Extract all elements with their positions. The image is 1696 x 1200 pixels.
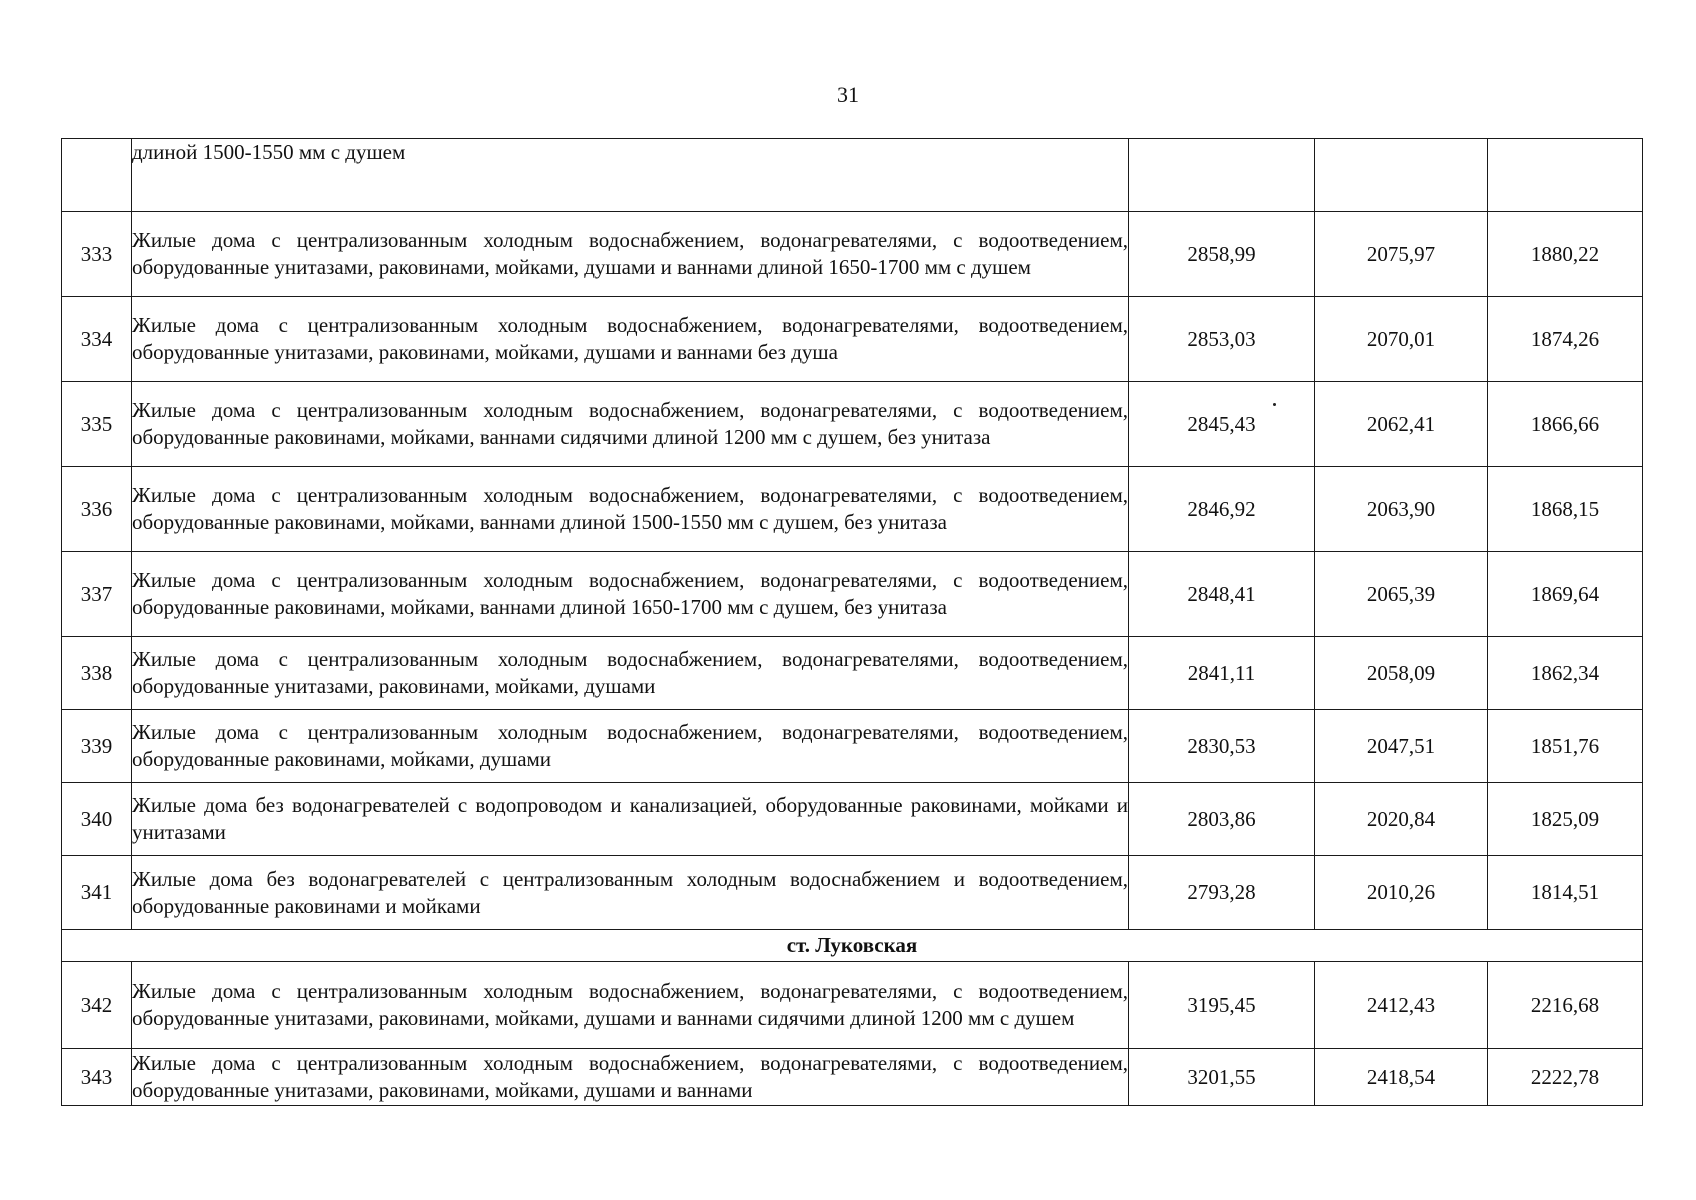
row-value-1: 2793,28 — [1129, 856, 1315, 930]
row-description: Жилые дома с централизованным холодным водоснабжением, водонагревателями, водоотведением, оборудованные унитазами, раковинами, мойками, душами и ваннами без душа — [132, 297, 1129, 382]
row-value-2: 2075,97 — [1315, 212, 1488, 297]
row-value-3: 2216,68 — [1488, 962, 1643, 1049]
row-value-1: 2830,53 — [1129, 710, 1315, 783]
section-heading: ст. Луковская — [62, 930, 1643, 962]
scan-dot — [1273, 403, 1276, 406]
row-value-3: 2222,78 — [1488, 1049, 1643, 1106]
row-description: Жилые дома без водонагревателей с водопроводом и канализацией, оборудованные раковинами, мойками и унитазами — [132, 783, 1129, 856]
row-number: 342 — [62, 962, 132, 1049]
row-value-1: 3201,55 — [1129, 1049, 1315, 1106]
row-description: Жилые дома без водонагревателей с централизованным холодным водоснабжением и водоотведением, оборудованные раковинами и мойками — [132, 856, 1129, 930]
row-value-2 — [1315, 139, 1488, 212]
row-description: Жилые дома с централизованным холодным водоснабжением, водонагревателями, с водоотведением, оборудованные унитазами, раковинами, мойками, душами и ваннами сидячими длиной 1200 мм с душем — [132, 962, 1129, 1049]
row-description: Жилые дома с централизованным холодным водоснабжением, водонагревателями, с водоотведением, оборудованные унитазами, раковинами, мойками, душами и ваннами длиной 1650-1700 мм с душем — [132, 212, 1129, 297]
row-description: Жилые дома с централизованным холодным водоснабжением, водонагревателями, водоотведением, оборудованные раковинами, мойками, душами — [132, 710, 1129, 783]
row-value-1 — [1129, 139, 1315, 212]
row-number: 341 — [62, 856, 132, 930]
row-value-1: 2803,86 — [1129, 783, 1315, 856]
row-number: 333 — [62, 212, 132, 297]
table-row — [62, 212, 1643, 297]
row-value-3: 1869,64 — [1488, 552, 1643, 637]
row-description: Жилые дома с централизованным холодным водоснабжением, водонагревателями, водоотведением, оборудованные унитазами, раковинами, мойками, душами — [132, 637, 1129, 710]
table-row — [62, 467, 1643, 552]
table-row — [62, 637, 1643, 710]
table-row — [62, 382, 1643, 467]
row-number: 337 — [62, 552, 132, 637]
row-value-2: 2058,09 — [1315, 637, 1488, 710]
table-row — [62, 297, 1643, 382]
table-row — [62, 1049, 1643, 1106]
row-number — [62, 139, 132, 212]
row-value-3 — [1488, 139, 1643, 212]
row-description: Жилые дома с централизованным холодным водоснабжением, водонагревателями, с водоотведением, оборудованные раковинами, мойками, ваннами длиной 1650-1700 мм с душем, без унитаза — [132, 552, 1129, 637]
table-row — [62, 783, 1643, 856]
row-value-3: 1851,76 — [1488, 710, 1643, 783]
row-description: длиной 1500-1550 мм с душем — [132, 139, 1129, 212]
row-value-1: 2853,03 — [1129, 297, 1315, 382]
row-value-3: 1874,26 — [1488, 297, 1643, 382]
row-value-1: 3195,45 — [1129, 962, 1315, 1049]
row-value-2: 2020,84 — [1315, 783, 1488, 856]
row-description: Жилые дома с централизованным холодным водоснабжением, водонагревателями, с водоотведением, оборудованные унитазами, раковинами, мойками, душами и ваннами — [132, 1049, 1129, 1106]
row-value-3: 1866,66 — [1488, 382, 1643, 467]
tariff-table — [61, 138, 1643, 1106]
row-value-1: 2846,92 — [1129, 467, 1315, 552]
row-description: Жилые дома с централизованным холодным водоснабжением, водонагревателями, с водоотведением, оборудованные раковинами, мойками, ваннами длиной 1500-1550 мм с душем, без унитаза — [132, 467, 1129, 552]
table-row — [62, 856, 1643, 930]
table-row — [62, 710, 1643, 783]
table-row — [62, 139, 1643, 212]
row-number: 340 — [62, 783, 132, 856]
row-value-2: 2047,51 — [1315, 710, 1488, 783]
row-number: 338 — [62, 637, 132, 710]
row-number: 343 — [62, 1049, 132, 1106]
page-number: 31 — [837, 82, 859, 107]
row-description: Жилые дома с централизованным холодным водоснабжением, водонагревателями, с водоотведением, оборудованные раковинами, мойками, ваннами сидячими длиной 1200 мм с душем, без унитаза — [132, 382, 1129, 467]
row-number: 336 — [62, 467, 132, 552]
row-value-2: 2063,90 — [1315, 467, 1488, 552]
row-value-3: 1880,22 — [1488, 212, 1643, 297]
row-value-1: 2848,41 — [1129, 552, 1315, 637]
row-value-3: 1868,15 — [1488, 467, 1643, 552]
row-value-2: 2065,39 — [1315, 552, 1488, 637]
row-value-2: 2418,54 — [1315, 1049, 1488, 1106]
row-number: 339 — [62, 710, 132, 783]
row-value-1: 2858,99 — [1129, 212, 1315, 297]
row-value-3: 1825,09 — [1488, 783, 1643, 856]
row-number: 334 — [62, 297, 132, 382]
row-value-2: 2070,01 — [1315, 297, 1488, 382]
table-row — [62, 552, 1643, 637]
row-value-2: 2010,26 — [1315, 856, 1488, 930]
row-value-3: 1814,51 — [1488, 856, 1643, 930]
row-value-3: 1862,34 — [1488, 637, 1643, 710]
table-row — [62, 962, 1643, 1049]
row-number: 335 — [62, 382, 132, 467]
section-row — [62, 930, 1643, 962]
row-value-1: 2841,11 — [1129, 637, 1315, 710]
row-value-2: 2062,41 — [1315, 382, 1488, 467]
row-value-1: 2845,43 — [1129, 382, 1315, 467]
row-value-2: 2412,43 — [1315, 962, 1488, 1049]
